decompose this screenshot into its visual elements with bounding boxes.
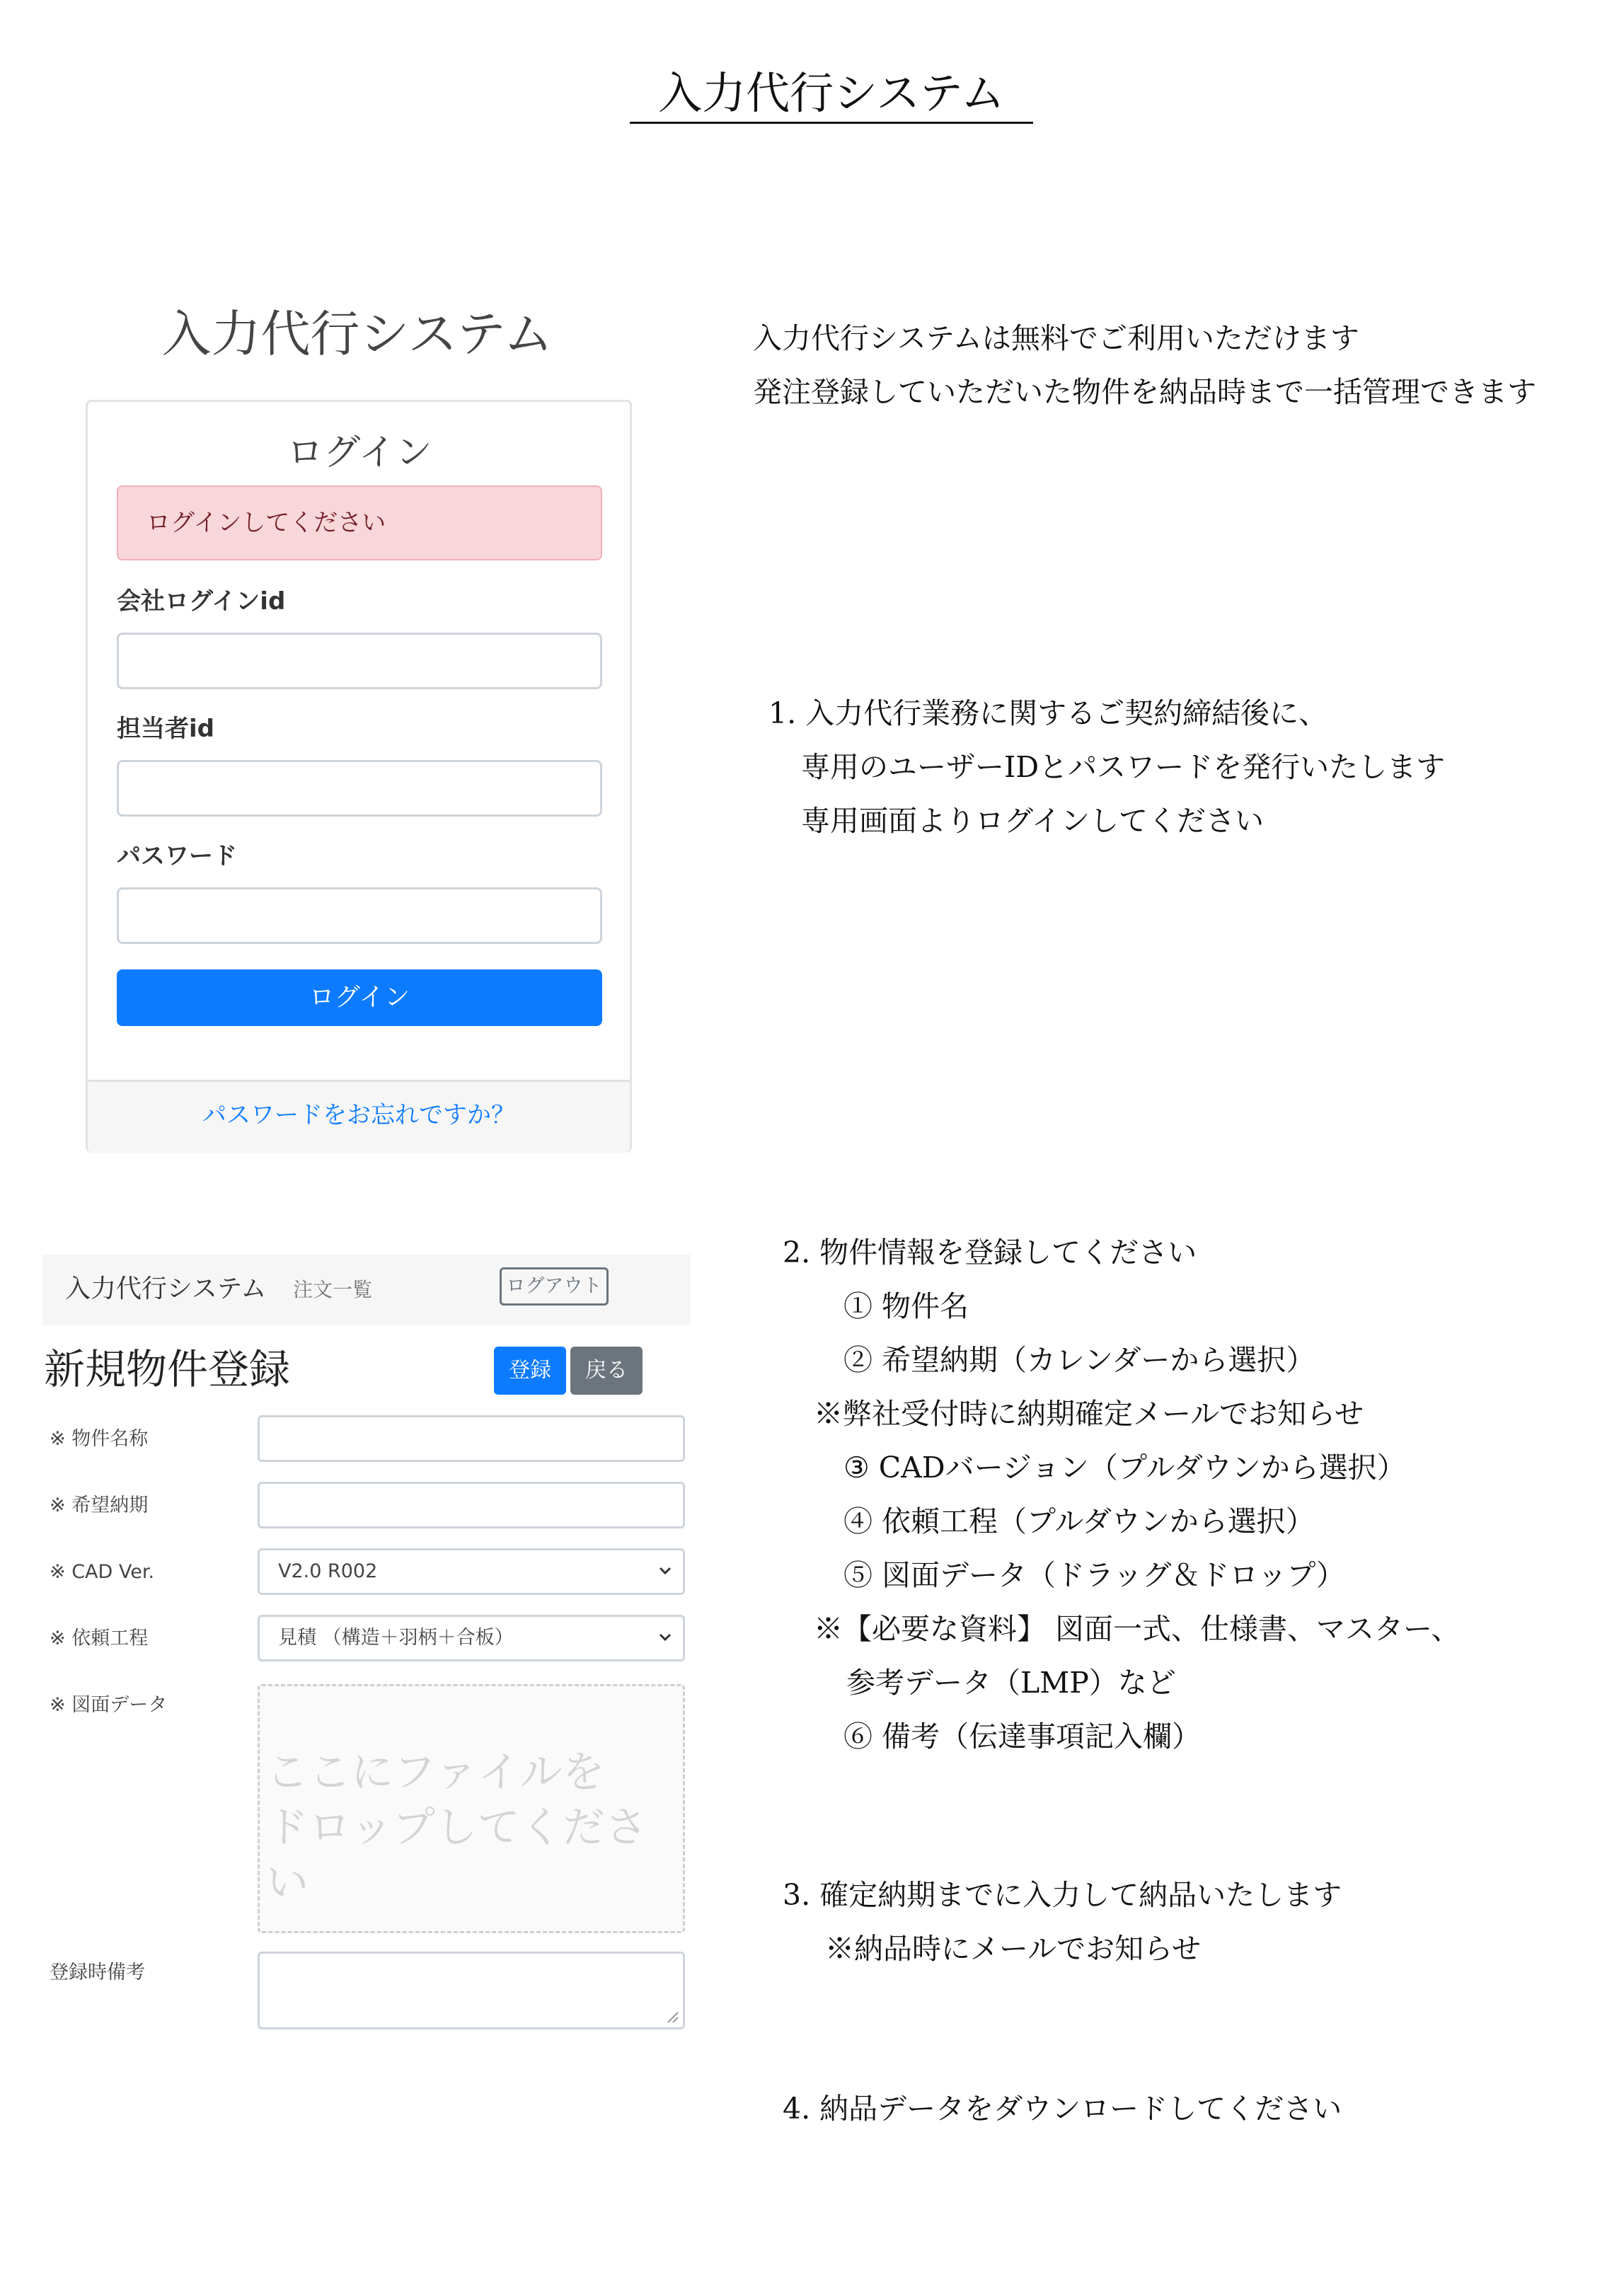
login-button[interactable]: ログイン bbox=[117, 969, 602, 1026]
cad-version-label: ※ CAD Ver. bbox=[50, 1561, 155, 1583]
forgot-password-link[interactable]: パスワードをお忘れですか？ bbox=[202, 1101, 515, 1129]
navbar-brand[interactable]: 入力代行システム bbox=[65, 1274, 267, 1303]
drawing-data-label: ※ 図面データ bbox=[50, 1694, 168, 1716]
step2-note-2: ※【必要な資料】 図面一式、仕様書、マスター、 bbox=[814, 1612, 1461, 1646]
request-process-label: ※ 依頼工程 bbox=[50, 1628, 149, 1649]
registration-heading: 新規物件登録 bbox=[44, 1345, 291, 1393]
step2-item-1: ① 物件名 bbox=[843, 1289, 969, 1323]
step2-item-5: ⑤ 図面データ（ドラッグ＆ドロップ） bbox=[843, 1558, 1345, 1592]
step4-line-1: 4. 納品データをダウンロードしてください bbox=[783, 2092, 1342, 2126]
register-button[interactable]: 登録 bbox=[494, 1347, 566, 1395]
cad-version-select[interactable] bbox=[258, 1548, 685, 1595]
request-process-select[interactable] bbox=[258, 1615, 685, 1661]
back-button[interactable]: 戻る bbox=[570, 1347, 643, 1395]
request-process-value: 見積 （構造＋羽柄＋合板） bbox=[278, 1627, 514, 1649]
step1-line-3: 専用画面よりログインしてください bbox=[801, 804, 1264, 838]
chevron-down-icon bbox=[657, 1630, 673, 1645]
step1-line-1: 1. 入力代行業務に関するご契約締結後に、 bbox=[768, 696, 1328, 730]
step2-item-3: ③ CADバージョン（プルダウンから選択） bbox=[843, 1451, 1406, 1485]
step2-note-2-cont: 参考データ（LMP）など bbox=[846, 1666, 1176, 1700]
login-heading: ログイン bbox=[287, 432, 432, 474]
desired-delivery-input[interactable] bbox=[258, 1482, 685, 1528]
remarks-textarea[interactable] bbox=[258, 1952, 685, 2029]
company-id-input[interactable] bbox=[117, 633, 602, 689]
step2-item-6: ⑥ 備考（伝達事項記入欄） bbox=[843, 1719, 1202, 1753]
property-name-label: ※ 物件名称 bbox=[50, 1428, 149, 1450]
drop-zone-text-line2: ドロップしてください bbox=[266, 1803, 647, 1908]
cad-version-value: V2.0 R002 bbox=[278, 1560, 378, 1582]
step3-line-2: ※納品時にメールでお知らせ bbox=[825, 1932, 1201, 1966]
chevron-down-icon bbox=[657, 1563, 673, 1579]
staff-id-input[interactable] bbox=[117, 760, 602, 817]
step2-item-2: ② 希望納期（カレンダーから選択） bbox=[843, 1343, 1315, 1377]
company-id-label: 会社ログインid bbox=[117, 587, 286, 616]
desired-delivery-label: ※ 希望納期 bbox=[50, 1494, 149, 1516]
staff-id-label: 担当者id bbox=[117, 715, 214, 743]
password-label: パスワード bbox=[117, 842, 237, 870]
step2-note-1: ※弊社受付時に納期確定メールでお知らせ bbox=[814, 1397, 1364, 1431]
login-app-title: 入力代行システム bbox=[161, 305, 553, 363]
step3-line-1: 3. 確定納期までに入力して納品いたします bbox=[783, 1878, 1342, 1912]
intro-line-1: 入力代行システムは無料でご利用いただけます bbox=[753, 321, 1359, 355]
step1-line-2: 専用のユーザーIDとパスワードを発行いたします bbox=[801, 750, 1446, 784]
nav-orders-link[interactable]: 注文一覧 bbox=[293, 1278, 373, 1301]
intro-line-2: 発注登録していただいた物件を納品時まで一括管理できます bbox=[753, 375, 1536, 409]
property-name-input[interactable] bbox=[258, 1415, 685, 1462]
drop-zone-text bbox=[266, 1745, 679, 1911]
resize-grip-icon[interactable] bbox=[664, 2008, 679, 2024]
document-title: 入力代行システム bbox=[630, 65, 1033, 124]
step2-heading: 2. 物件情報を登録してください bbox=[783, 1235, 1197, 1269]
remarks-label: 登録時備考 bbox=[50, 1961, 145, 1983]
password-input[interactable] bbox=[117, 887, 602, 944]
drop-zone-text-line1: ここにファイルを bbox=[266, 1748, 605, 1797]
step2-item-4: ④ 依頼工程（プルダウンから選択） bbox=[843, 1504, 1315, 1538]
logout-button[interactable]: ログアウト bbox=[500, 1267, 609, 1306]
login-alert: ログインしてください bbox=[117, 485, 602, 560]
